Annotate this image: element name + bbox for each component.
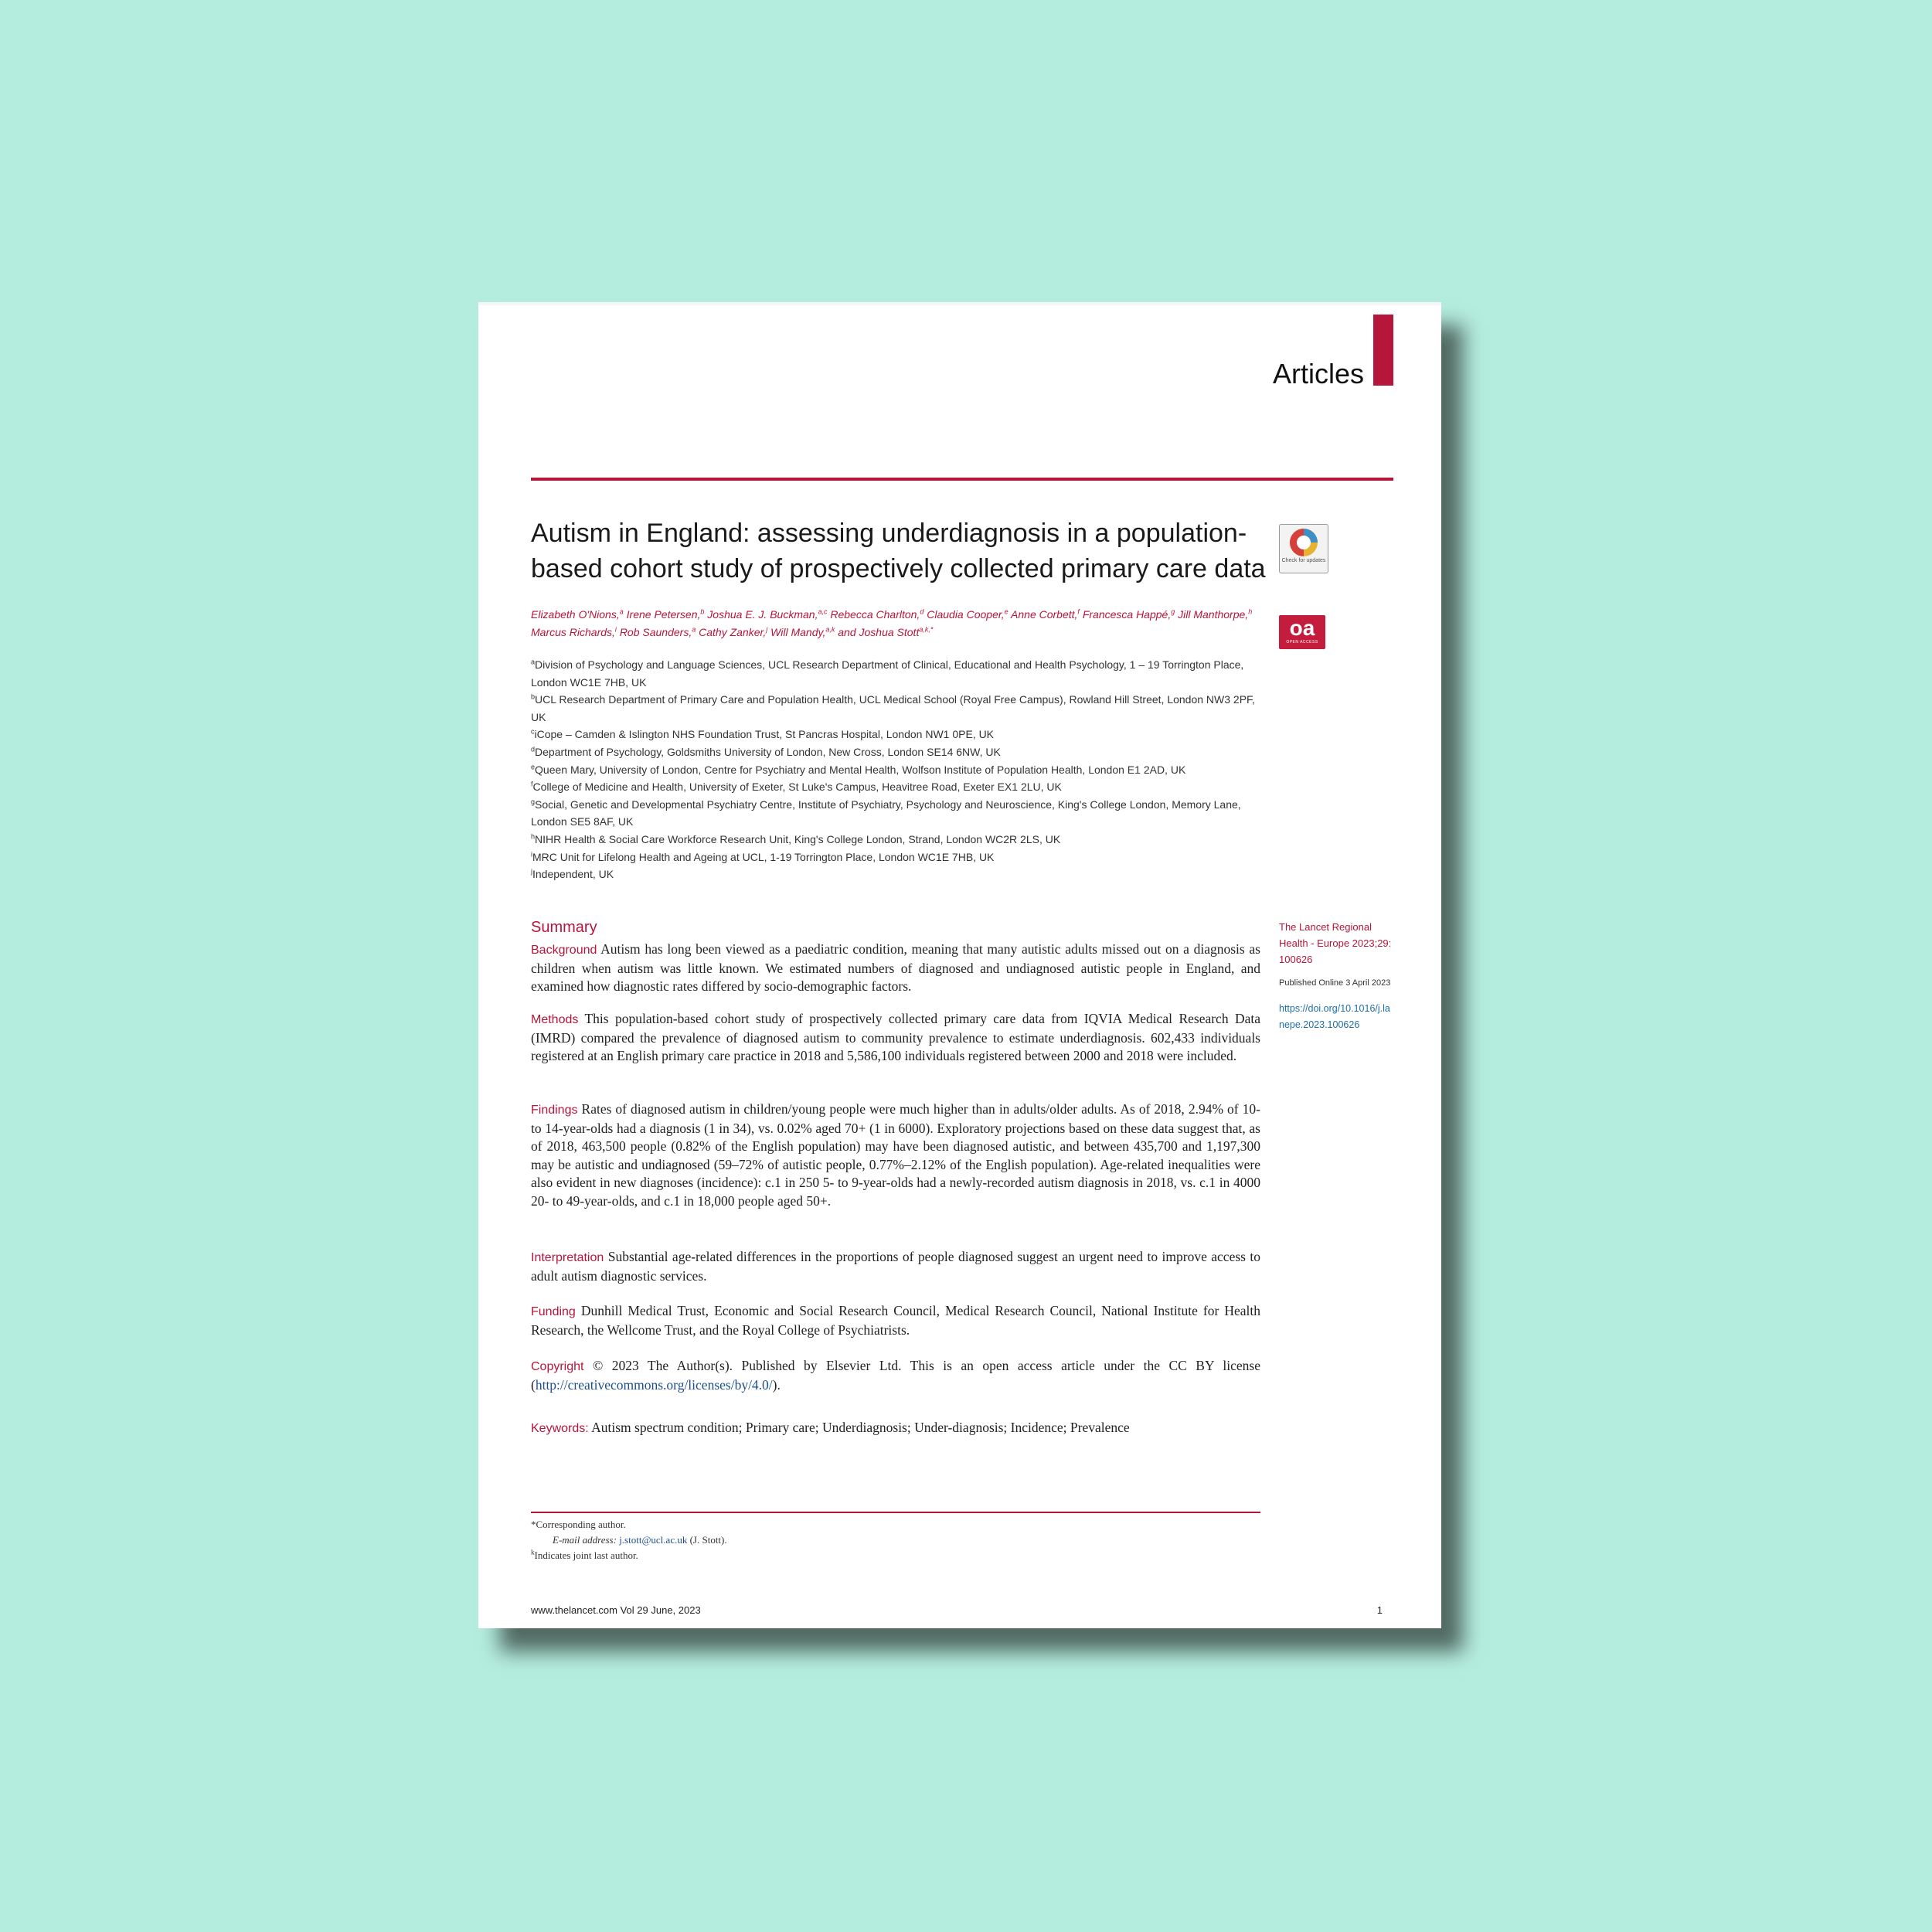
funding-section (531, 1302, 1260, 1339)
copyright-section: Copyright © 2023 The Author(s). Published by Elsevier Ltd. This is an open access article under the CC BY license (http://creativecommons.org/licenses/by/4.0/). (531, 1358, 1260, 1393)
author[interactable]: Elizabeth O'Nions,$^a$ (531, 607, 624, 621)
summary-heading: Summary (531, 919, 597, 936)
methods-section (531, 1010, 1260, 1066)
journal-citation: The Lancet Regional Health - Europe 2023;29: 100626 (1279, 921, 1392, 965)
published-date: Published Online 3 April 2023 (1279, 978, 1391, 988)
interpretation-text: Substantial age-related differences in the proportions of people diagnosed suggest an urgent need to improve access to adult autism diagnostic services. (531, 1249, 1260, 1284)
open-access-icon: oa (1289, 616, 1315, 640)
section-tab (1373, 315, 1393, 386)
affiliation: $^a$Division of Psychology and Language Sciences, UCL Research Department of Clinical, Educational and Health Psychology, 1 – 19 Torrington Place, London WC1E 7HB, UK (531, 658, 1244, 689)
author[interactable]: and Joshua Stott$^{a,k,*}$ (838, 625, 934, 638)
footer-journal: www.thelancet.com Vol 29 June, 2023 (531, 1604, 701, 1616)
copyright-label: Copyright (531, 1360, 584, 1373)
background-text: Autism has long been viewed as a paediatric condition, meaning that many autistic adults missed out on a diagnosis as children when autism was little known. We estimated numbers of diagnosed and undiagnosed autistic people in England, and examined how diagnostic rates differed by socio-demographic factors. (531, 941, 1260, 994)
author[interactable]: Rebecca Charlton,$^d$ (830, 607, 924, 621)
open-access-badge (1279, 615, 1325, 649)
author[interactable]: Marcus Richards,$^i$ (531, 625, 617, 638)
background-section (531, 940, 1260, 996)
affiliation: $^i$MRC Unit for Lifelong Health and Ageing at UCL, 1-19 Torrington Place, London WC1E 7HB, UK (531, 849, 995, 863)
joint-author-note: $^k$Indicates joint last author. (531, 1548, 638, 1561)
keywords-section (531, 1419, 1260, 1438)
crossmark-label: Check for updates (1281, 558, 1326, 563)
author[interactable]: Jill Manthorpe,$^h$ (1178, 607, 1253, 621)
background-label: Background (531, 944, 597, 957)
author-list (531, 606, 1265, 641)
email-link[interactable]: j.stott@ucl.ac.uk (619, 1534, 688, 1546)
author[interactable]: Irene Petersen,$^b$ (626, 607, 705, 621)
affiliation: $^c$iCope – Camden & Islington NHS Foundation Trust, St Pancras Hospital, London NW1 0PE, UK (531, 727, 995, 741)
footnote-rule (531, 1512, 1260, 1513)
funding-label: Funding (531, 1305, 576, 1318)
author[interactable]: Claudia Cooper,$^e$ (927, 607, 1009, 621)
methods-label: Methods (531, 1013, 579, 1026)
corresponding-note: *Corresponding author. (531, 1519, 626, 1530)
doi-link[interactable]: https://doi.org/10.1016/j.lanepe.2023.100626 (1279, 1003, 1390, 1030)
author[interactable]: Rob Saunders,$^a$ (619, 625, 696, 638)
article-title: Autism in England: assessing underdiagnosis in a population-based cohort study of prospectively collected primary care data (531, 519, 1266, 583)
affiliation: $^d$Department of Psychology, Goldsmiths University of London, New Cross, London SE14 6NW, UK (531, 745, 1001, 758)
affiliation: $^e$Queen Mary, University of London, Centre for Psychiatry and Mental Health, Wolfson Institute of Population Health, London E1 2AD, UK (531, 762, 1186, 776)
methods-text: This population-based cohort study of prospectively collected primary care data from IQVIA Medical Research Data (IMRD) compared the prevalence of diagnosed autism to community prevalence to estimate underdiagnosis. 602,433 individuals registered at an English primary care practice in 2018 and 5,586,100 individuals registered between 2000 and 2018 were included. (531, 1011, 1260, 1063)
author[interactable]: Francesca Happé,$^g$ (1082, 607, 1175, 621)
interpretation-section (531, 1248, 1260, 1285)
header-rule (531, 478, 1393, 481)
author[interactable]: Cathy Zanker,$^j$ (699, 625, 768, 638)
article-page (478, 302, 1441, 1628)
affiliation: $^j$Independent, UK (531, 867, 614, 881)
affiliation: $^b$UCL Research Department of Primary Care and Population Health, UCL Medical School (Royal Free Campus), Rowland Hill Street, London NW3 2PF, UK (531, 692, 1255, 723)
affiliations (531, 656, 1265, 883)
open-access-label: OPEN ACCESS (1286, 640, 1318, 645)
copyright-text: © 2023 The Author(s). Published by Elsevier Ltd. This is an open access article under the CC BY license ( (531, 1358, 1260, 1393)
keywords-label: Keywords: (531, 1422, 589, 1435)
page-number: 1 (1376, 1604, 1383, 1616)
author[interactable]: Anne Corbett,$^f$ (1011, 607, 1080, 621)
findings-section (531, 1100, 1260, 1210)
affiliation: $^f$College of Medicine and Health, University of Exeter, St Luke's Campus, Heavitree Road, Exeter EX1 2LU, UK (531, 780, 1062, 794)
findings-label: Findings (531, 1104, 578, 1117)
funding-text: Dunhill Medical Trust, Economic and Social Research Council, Medical Research Council, National Institute for Health Research, the Wellcome Trust, and the Royal College of Psychiatrists. (531, 1303, 1260, 1338)
license-link[interactable]: http://creativecommons.org/licenses/by/4.0/ (535, 1376, 773, 1393)
section-label: Articles (1272, 358, 1364, 389)
footnotes (531, 1517, 1149, 1563)
affiliation: $^g$Social, Genetic and Developmental Psychiatry Centre, Institute of Psychiatry, Psychology and Neuroscience, King's College London, Memory Lane, London SE5 8AF, UK (531, 798, 1241, 828)
interpretation-label: Interpretation (531, 1251, 604, 1264)
affiliation: $^h$NIHR Health & Social Care Workforce Research Unit, King's College London, Strand, London WC2R 2LS, UK (531, 832, 1061, 845)
author[interactable]: Will Mandy,$^{a,k}$ (770, 625, 835, 638)
findings-text: Rates of diagnosed autism in children/young people were much higher than in adults/older adults. As of 2018, 2.94% of 10- to 14-year-olds had a diagnosis (1 in 34), vs. 0.02% aged 70+ (1 in 6000). Exploratory projections based on these data suggest that, as of 2018, 463,500 people (0.82% of the English population) may have been diagnosed autistic, and between 435,700 and 1,197,300 may be autistic and undiagnosed (59–72% of autistic people, 0.77%–2.12% of the English population). Age-related inequalities were also evident in new diagnoses (incidence): c.1 in 250 5- to 9-year-olds had a newly-recorded autism diagnosis in 2018, vs. c.1 in 4000 20- to 49-year-olds, and c.1 in 18,000 people aged 50+. (531, 1101, 1260, 1209)
check-for-updates-badge[interactable] (1279, 524, 1328, 573)
email-note: E-mail address: j.stott@ucl.ac.uk (J. Stott). (553, 1534, 727, 1546)
author[interactable]: Joshua E. J. Buckman,$^{a,c}$ (707, 607, 828, 621)
keywords-text: Autism spectrum condition; Primary care; Underdiagnosis; Under-diagnosis; Incidence; Prevalence (591, 1420, 1130, 1435)
